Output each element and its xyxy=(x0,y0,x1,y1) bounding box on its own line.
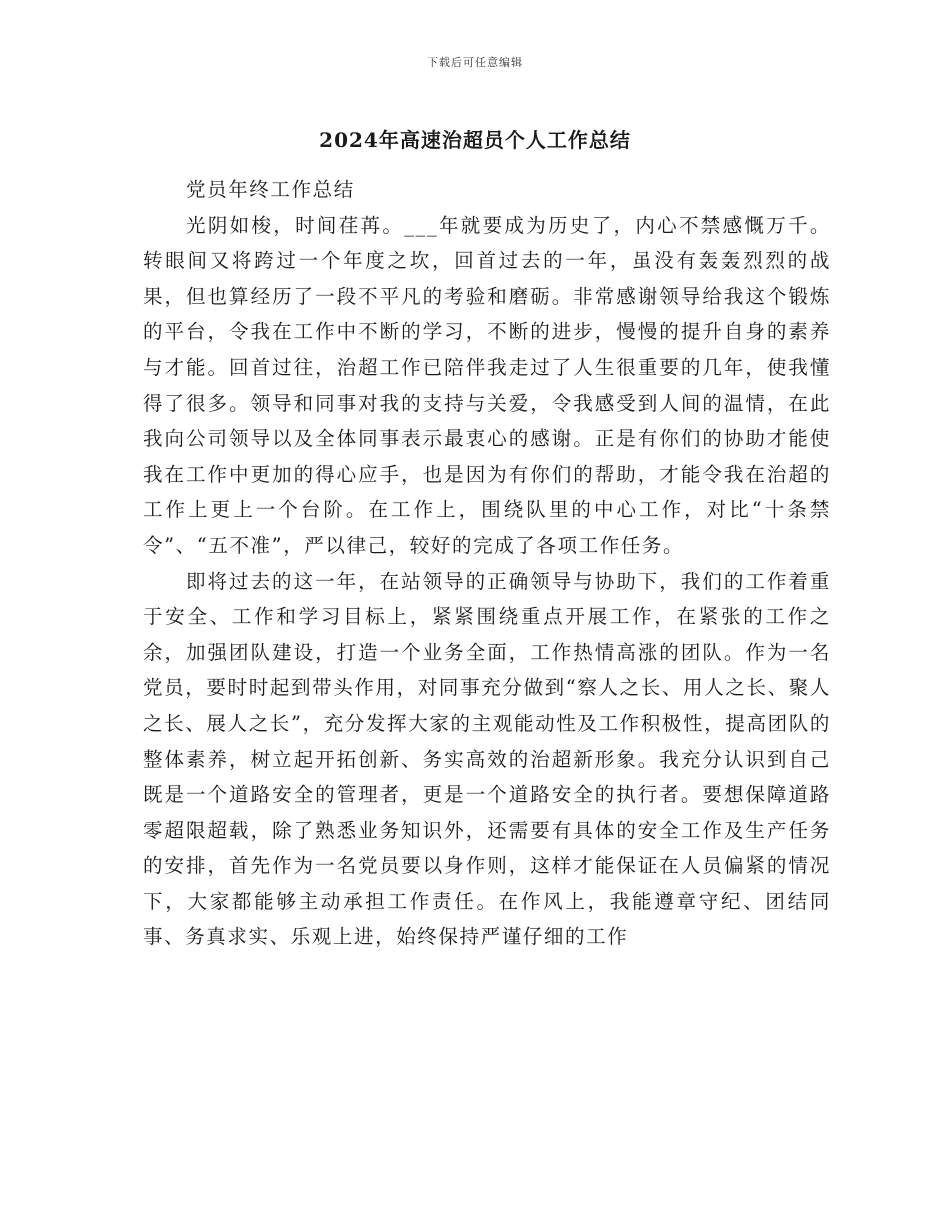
document-title: 2024年高速治超员个人工作总结 xyxy=(319,128,631,152)
paragraph-1: 光阴如梭，时间荏苒。___年就要成为历史了，内心不禁感慨万千。转眼间又将跨过一个年度之坎，回首过去的一年，虽没有轰轰烈烈的战果，但也算经历了一段不平凡的考验和磨砺。非常感谢领导给我这个锻炼的平台，令我在工作中不断的学习，不断的进步，慢慢的提升自身的素养与才能。回首过往，治超工作已陪伴我走过了人生很重要的几年，使我懂得了很多。领导和同事对我的支持与关爱，令我感受到人间的温情，在此我向公司领导以及全体同事表示最衷心的感谢。正是有你们的协助才能使我在工作中更加的得心应手，也是因为有你们的帮助，才能令我在治超的工作上更上一个台阶。在工作上，围绕队里的中心工作，对比“十条禁令”、“五不准”，严以律己，较好的完成了各项工作任务。 xyxy=(143,213,831,557)
document-subtitle: 党员年终工作总结 xyxy=(186,178,355,201)
document-body xyxy=(143,172,831,955)
page-header-note: 下载后可任意编辑 xyxy=(427,56,523,69)
paragraph-2: 即将过去的这一年，在站领导的正确领导与协助下，我们的工作着重于安全、工作和学习目标上，紧紧围绕重点开展工作，在紧张的工作之余，加强团队建设，打造一个业务全面，工作热情高涨的团队。作为一名党员，要时时起到带头作用，对同事充分做到“察人之长、用人之长、聚人之长、展人之长”，充分发挥大家的主观能动性及工作积极性，提高团队的整体素养，树立起开拓创新、务实高效的治超新形象。我充分认识到自己既是一个道路安全的管理者，更是一个道路安全的执行者。要想保障道路零超限超载，除了熟悉业务知识外，还需要有具体的安全工作及生产任务的安排，首先作为一名党员要以身作则，这样才能保证在人员偏紧的情况下，大家都能够主动承担工作责任。在作风上，我能遵章守纪、团结同事、务真求实、乐观上进，始终保持严谨仔细的工作 xyxy=(143,569,831,949)
